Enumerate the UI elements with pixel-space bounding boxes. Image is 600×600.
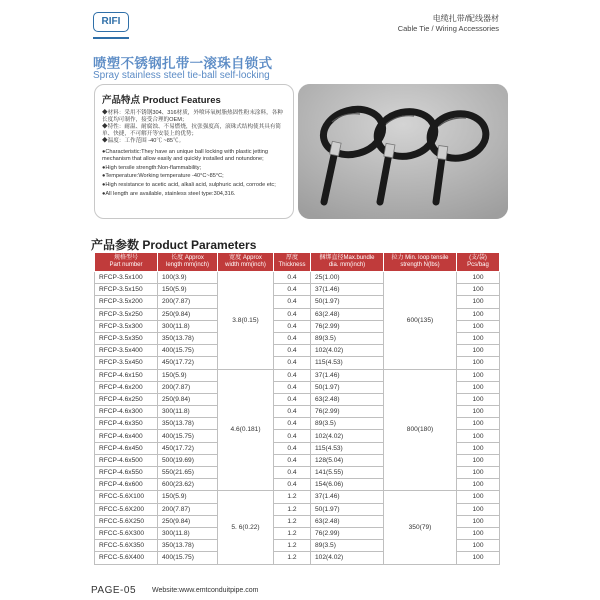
thickness-cell: 0.4 [274,393,311,405]
thickness-cell: 0.4 [274,284,311,296]
thickness-cell: 0.4 [274,406,311,418]
pcs-per-bag-cell: 100 [457,284,500,296]
column-header-line: Thickness [278,262,306,268]
length-cell: 300(11.8) [158,406,218,418]
pcs-per-bag-cell: 100 [457,393,500,405]
length-cell: 400(15.75) [158,345,218,357]
features-en-list [102,149,287,198]
width-cell: 4.6(0.181) [218,369,274,491]
part-number-cell: RFCP-4.6x500 [95,454,158,466]
column-header-line: length mm(inch) [165,262,209,268]
part-number-cell: RFCP-3.5x450 [95,357,158,369]
part-number-cell: RFCP-4.6x400 [95,430,158,442]
thickness-cell: 0.4 [274,442,311,454]
bundle-dia-cell: 154(6.06) [311,479,384,491]
pcs-per-bag-cell: 100 [457,418,500,430]
pcs-per-bag-cell: 100 [457,345,500,357]
pcs-per-bag-cell: 100 [457,515,500,527]
column-header [457,253,500,272]
product-photo [298,84,508,219]
part-number-cell: RFCP-3.5x100 [95,272,158,284]
pcs-per-bag-cell: 100 [457,357,500,369]
column-header-line: width mm(inch) [225,262,266,268]
length-cell: 350(13.78) [158,540,218,552]
pcs-per-bag-cell: 100 [457,308,500,320]
bundle-dia-cell: 102(4.02) [311,345,384,357]
pcs-per-bag-cell: 100 [457,467,500,479]
pcs-per-bag-cell: 100 [457,552,500,564]
part-number-cell: RFCP-4.6x600 [95,479,158,491]
part-number-cell: RFCP-4.6x550 [95,467,158,479]
thickness-cell: 0.4 [274,454,311,466]
pcs-per-bag-cell: 100 [457,320,500,332]
page-title-en: Spray stainless steel tie-ball self-locking [93,70,270,81]
pcs-per-bag-cell: 100 [457,272,500,284]
pcs-per-bag-cell: 100 [457,479,500,491]
pcs-per-bag-cell: 100 [457,406,500,418]
pcs-per-bag-cell: 100 [457,491,500,503]
pcs-per-bag-cell: 100 [457,332,500,344]
width-cell: 5. 6(0.22) [218,491,274,564]
length-cell: 200(7.87) [158,503,218,515]
part-number-cell: RFCC-5.6X100 [95,491,158,503]
feature-cn-item: ◆温度：工作范围 -40℃ ~85℃。 [102,138,185,144]
feature-cn-item: ◆特性：耐温、耐腐蚀、不易燃烧，抗张强度高，滚珠式结构使其具有简单、快捷，不可解开等安装上的优势； [102,124,282,137]
table-row [95,369,500,381]
bundle-dia-cell: 50(1.97) [311,296,384,308]
thickness-cell: 0.4 [274,357,311,369]
column-header [384,253,457,272]
column-header-line: Pcs/bag [467,262,489,268]
bundle-dia-cell: 76(2.99) [311,320,384,332]
category-en: Cable Tie / Wiring Accessories [397,24,499,33]
feature-cn-item: ◆材料：采用不锈钢304、316材质，外喷环氧树脂热固性粉末涂料，各种长度均可制作，接受合理的OEM； [102,110,283,123]
length-cell: 150(5.9) [158,284,218,296]
thickness-cell: 0.4 [274,479,311,491]
length-cell: 600(23.62) [158,479,218,491]
pcs-per-bag-cell: 100 [457,527,500,539]
thickness-cell: 1.2 [274,540,311,552]
bundle-dia-cell: 76(2.99) [311,527,384,539]
bundle-dia-cell: 102(4.02) [311,552,384,564]
bundle-dia-cell: 37(1.46) [311,284,384,296]
thickness-cell: 1.2 [274,491,311,503]
part-number-cell: RFCC-5.6X250 [95,515,158,527]
bundle-dia-cell: 115(4.53) [311,442,384,454]
website-link[interactable]: Website:www.emtconduitpipe.com [152,587,259,594]
part-number-cell: RFCP-3.5x350 [95,332,158,344]
length-cell: 250(9.84) [158,393,218,405]
table-header-row [95,253,500,272]
bundle-dia-cell: 50(1.97) [311,503,384,515]
logo-underline [93,37,129,39]
length-cell: 150(5.9) [158,369,218,381]
thickness-cell: 1.2 [274,515,311,527]
bundle-dia-cell: 63(2.48) [311,515,384,527]
thickness-cell: 1.2 [274,527,311,539]
column-header-line: 长度 Approx [171,255,204,261]
column-header-line: 厚度 [285,255,298,261]
width-cell: 3.8(0.15) [218,272,274,370]
logo-text: RIFI [101,16,121,27]
feature-en-item: ●Temperature:Working temperature -40°C~85°C; [102,173,224,180]
column-header-line: dia. mm(inch) [328,262,366,268]
part-number-cell: RFCC-5.6X200 [95,503,158,515]
bundle-dia-cell: 63(2.48) [311,393,384,405]
part-number-cell: RFCC-5.6X300 [95,527,158,539]
column-header-line: 规格型号 [113,255,138,261]
part-number-cell: RFCC-5.6X400 [95,552,158,564]
features-cn-list [102,110,287,145]
part-number-cell: RFCC-5.6X350 [95,540,158,552]
pcs-per-bag-cell: 100 [457,296,500,308]
column-header-line: 捆绑直径Max.bundle [319,255,375,261]
thickness-cell: 0.4 [274,320,311,332]
part-number-cell: RFCP-4.6x250 [95,393,158,405]
bundle-dia-cell: 89(3.5) [311,540,384,552]
feature-en-item: ●High resistance to acetic acid, alkali acid, sulphuric acid, corrode etc; [102,182,276,189]
bundle-dia-cell: 63(2.48) [311,308,384,320]
pcs-per-bag-cell: 100 [457,381,500,393]
feature-en-item: ●All length are available, stainless steel type:304,316. [102,190,236,197]
thickness-cell: 0.4 [274,430,311,442]
thickness-cell: 0.4 [274,418,311,430]
pcs-per-bag-cell: 100 [457,503,500,515]
column-header-line: (支/袋) [469,255,487,261]
bundle-dia-cell: 141(5.55) [311,467,384,479]
length-cell: 450(17.72) [158,442,218,454]
thickness-cell: 0.4 [274,467,311,479]
part-number-cell: RFCP-4.6x350 [95,418,158,430]
thickness-cell: 0.4 [274,381,311,393]
length-cell: 400(15.75) [158,552,218,564]
bundle-dia-cell: 37(1.46) [311,369,384,381]
thickness-cell: 0.4 [274,308,311,320]
tensile-cell: 350(79) [384,491,457,564]
length-cell: 100(3.9) [158,272,218,284]
category-cn: 电缆扎带/配线器材 [432,14,499,23]
part-number-cell: RFCP-4.6x300 [95,406,158,418]
pcs-per-bag-cell: 100 [457,442,500,454]
feature-en-item: ●Characteristic:They have an unique ball locking with plastic jetting mechanism that allow easily and quickly installed and notundone; [102,149,268,162]
bundle-dia-cell: 76(2.99) [311,406,384,418]
tensile-cell: 600(135) [384,272,457,370]
part-number-cell: RFCP-4.6x450 [95,442,158,454]
length-cell: 400(15.75) [158,430,218,442]
bundle-dia-cell: 50(1.97) [311,381,384,393]
features-box [94,84,294,219]
page-number: PAGE-05 [91,585,136,596]
thickness-cell: 1.2 [274,552,311,564]
column-header [95,253,158,272]
tensile-cell: 800(180) [384,369,457,491]
length-cell: 250(9.84) [158,515,218,527]
thickness-cell: 0.4 [274,369,311,381]
params-heading: 产品参数 Product Parameters [91,238,257,252]
part-number-cell: RFCP-3.5x200 [95,296,158,308]
feature-en-item: ●High tensile strength:Non-flammability; [102,164,202,171]
length-cell: 300(11.8) [158,527,218,539]
params-table [94,252,500,565]
bundle-dia-cell: 89(3.5) [311,332,384,344]
bundle-dia-cell: 25(1.00) [311,272,384,284]
column-header [311,253,384,272]
table-body [95,272,500,565]
column-header-line: strength N(lbs) [400,262,440,268]
length-cell: 350(13.78) [158,418,218,430]
column-header-line: 宽度 Approx [229,255,262,261]
length-cell: 200(7.87) [158,296,218,308]
features-heading: 产品特点 Product Features [102,95,221,106]
length-cell: 500(19.69) [158,454,218,466]
page-title-cn: 喷塑不锈钢扎带一滚珠自锁式 [93,56,273,71]
bundle-dia-cell: 37(1.46) [311,491,384,503]
pcs-per-bag-cell: 100 [457,454,500,466]
table-row [95,272,500,284]
column-header-line: 拉力 Min. loop tensile [391,255,449,261]
length-cell: 350(13.78) [158,332,218,344]
thickness-cell: 1.2 [274,503,311,515]
part-number-cell: RFCP-3.5x300 [95,320,158,332]
table-row [95,491,500,503]
column-header-line: Part number [109,262,143,268]
part-number-cell: RFCP-3.5x150 [95,284,158,296]
column-header [274,253,311,272]
length-cell: 150(5.9) [158,491,218,503]
pcs-per-bag-cell: 100 [457,430,500,442]
length-cell: 550(21.65) [158,467,218,479]
part-number-cell: RFCP-4.6x200 [95,381,158,393]
bundle-dia-cell: 102(4.02) [311,430,384,442]
bundle-dia-cell: 115(4.53) [311,357,384,369]
length-cell: 300(11.8) [158,320,218,332]
part-number-cell: RFCP-3.5x400 [95,345,158,357]
length-cell: 450(17.72) [158,357,218,369]
bundle-dia-cell: 89(3.5) [311,418,384,430]
part-number-cell: RFCP-3.5x250 [95,308,158,320]
thickness-cell: 0.4 [274,296,311,308]
part-number-cell: RFCP-4.6x150 [95,369,158,381]
pcs-per-bag-cell: 100 [457,369,500,381]
bundle-dia-cell: 128(5.04) [311,454,384,466]
brand-logo [93,12,129,32]
cable-ties-illustration [298,84,508,219]
column-header [158,253,218,272]
length-cell: 250(9.84) [158,308,218,320]
column-header [218,253,274,272]
thickness-cell: 0.4 [274,345,311,357]
length-cell: 200(7.87) [158,381,218,393]
thickness-cell: 0.4 [274,272,311,284]
thickness-cell: 0.4 [274,332,311,344]
pcs-per-bag-cell: 100 [457,540,500,552]
